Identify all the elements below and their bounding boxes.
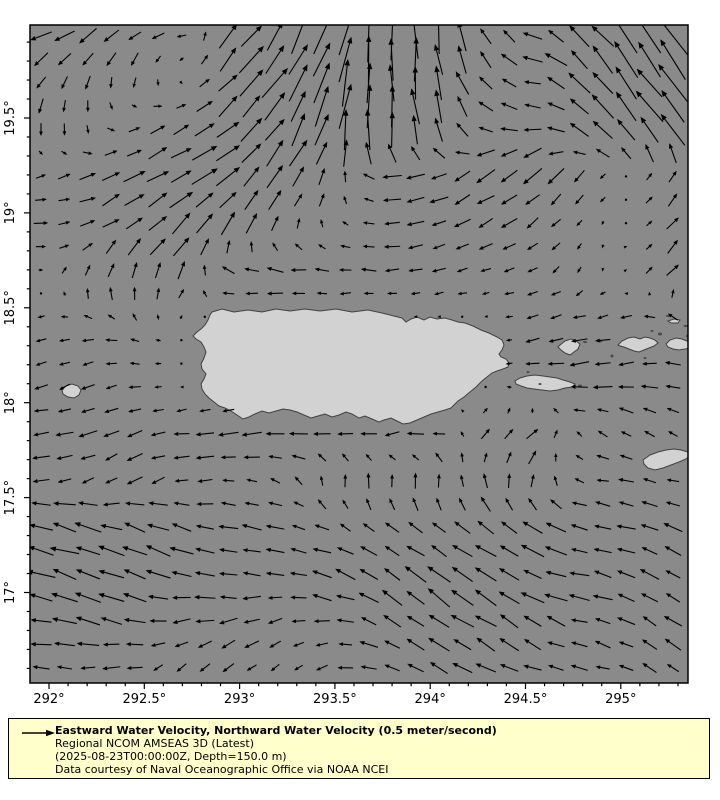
velocity-arrow	[40, 292, 42, 294]
y-tick-label: 17.5°	[3, 479, 18, 516]
x-axis	[33, 683, 678, 707]
islet-speck	[611, 355, 614, 358]
legend-dataset-line: Regional NCOM AMSEAS 3D (Latest)	[55, 737, 254, 750]
x-tick-label: 293.5°	[313, 692, 357, 707]
reference-arrow-icon	[21, 727, 57, 739]
y-tick-label: 19.5°	[3, 100, 18, 136]
x-tick-label: 292°	[33, 692, 65, 707]
legend-courtesy-line: Data courtesy of Naval Oceanographic Office via NOAA NCEI	[55, 763, 389, 776]
legend-box	[8, 718, 710, 779]
x-tick-label: 292.5°	[122, 692, 167, 707]
y-tick-label: 17°	[3, 580, 18, 605]
islet-speck	[583, 341, 587, 343]
islet-speck	[539, 383, 542, 385]
velocity-arrow	[180, 339, 182, 341]
islet-speck	[527, 371, 530, 373]
velocity-arrow	[180, 362, 182, 364]
velocity-arrow	[484, 386, 486, 388]
x-tick-label: 294°	[414, 692, 446, 707]
y-tick-label: 18°	[3, 391, 18, 415]
x-tick-label: 293°	[223, 692, 256, 707]
velocity-arrow	[625, 199, 627, 201]
x-tick-label: 294.5°	[503, 692, 548, 707]
velocity-arrow	[625, 222, 627, 224]
velocity-arrow	[204, 316, 206, 318]
y-tick-label: 19°	[3, 201, 18, 225]
islet-speck	[658, 333, 662, 336]
islet-speck	[644, 357, 647, 359]
x-tick-label: 295°	[605, 692, 637, 707]
legend-time-depth-line: (2025-08-23T00:00:00Z, Depth=150.0 m)	[55, 750, 287, 763]
y-axis	[3, 42, 30, 668]
legend-title: Eastward Water Velocity, Northward Water Velocity (0.5 meter/second)	[55, 724, 497, 737]
velocity-arrow	[461, 316, 463, 318]
y-tick-label: 18.5°	[3, 290, 18, 326]
islet-speck	[651, 330, 654, 332]
velocity-arrow	[625, 175, 627, 177]
